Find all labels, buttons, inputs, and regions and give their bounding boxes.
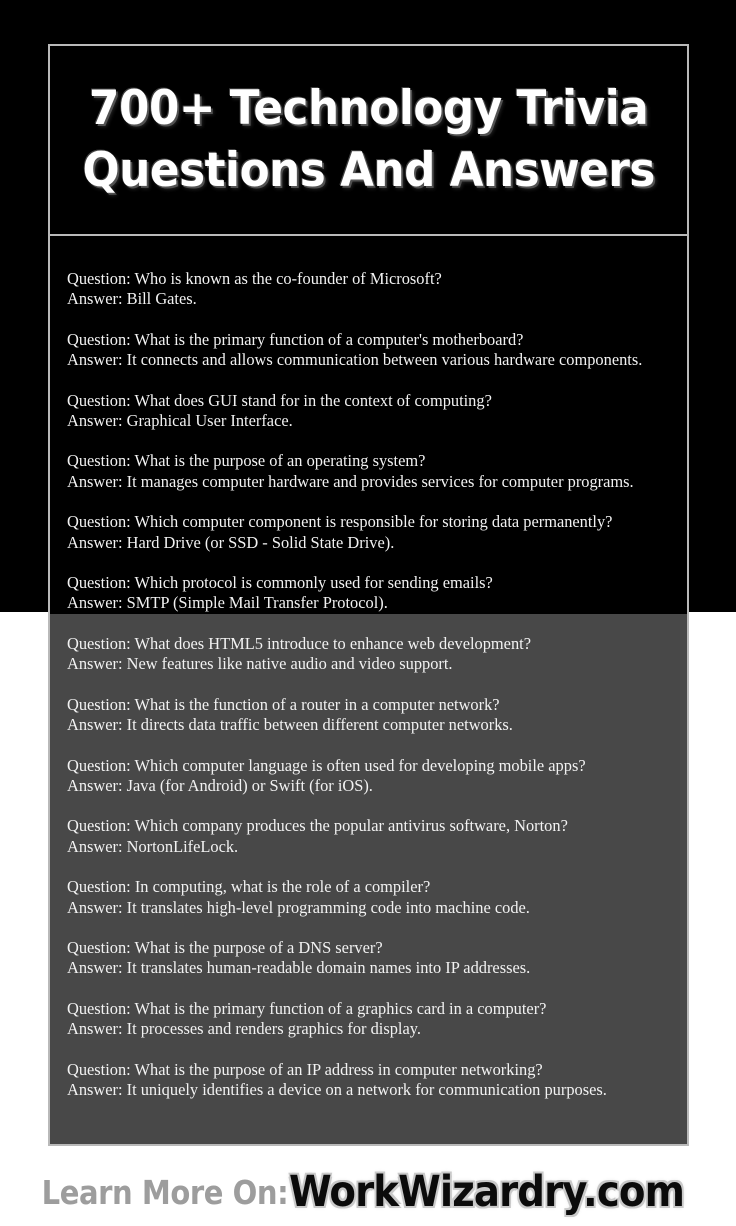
footer-lead-label: Learn More On:: [41, 1172, 289, 1212]
page-title-line-2: Questions And Answers: [82, 143, 655, 198]
qa-answer: Answer: Graphical User Interface.: [67, 411, 293, 431]
qa-answer: Answer: It connects and allows communication between various hardware components.: [67, 350, 643, 370]
footer-brand-label[interactable]: WorkWizardry.com: [289, 1167, 685, 1217]
qa-list: [50, 238, 687, 1144]
qa-question: Question: What does GUI stand for in the context of computing?: [67, 390, 492, 410]
qa-answer: Answer: It uniquely identifies a device on a network for communication purposes.: [67, 1079, 607, 1099]
qa-question: Question: In computing, what is the role of a compiler?: [67, 877, 431, 897]
qa-pair: [67, 573, 667, 614]
qa-question: Question: What is the purpose of an operating system?: [67, 451, 426, 471]
qa-pair: [67, 877, 667, 918]
qa-question: Question: What does HTML5 introduce to enhance web development?: [67, 633, 531, 653]
qa-answer: Answer: It translates human-readable domain names into IP addresses.: [67, 958, 531, 978]
qa-pair: [67, 634, 667, 675]
qa-question: Question: What is the primary function of a graphics card in a computer?: [67, 998, 547, 1018]
qa-pair: [67, 330, 667, 371]
qa-question: Question: Which protocol is commonly used for sending emails?: [67, 573, 493, 593]
qa-question: Question: Which computer component is responsible for storing data permanently?: [67, 512, 613, 532]
qa-answer: Answer: It manages computer hardware and provides services for computer programs.: [67, 471, 634, 491]
qa-answer: Answer: It processes and renders graphics for display.: [67, 1019, 421, 1039]
footer-branding: [0, 1158, 736, 1226]
qa-pair: [67, 269, 667, 310]
card-header: [50, 46, 687, 236]
qa-question: Question: What is the purpose of an IP address in computer networking?: [67, 1059, 543, 1079]
trivia-card: [48, 44, 689, 1146]
qa-pair: [67, 512, 667, 553]
qa-answer: Answer: Hard Drive (or SSD - Solid State Drive).: [67, 532, 395, 552]
qa-pair: [67, 451, 667, 492]
qa-answer: Answer: It directs data traffic between different computer networks.: [67, 715, 513, 735]
qa-answer: Answer: SMTP (Simple Mail Transfer Protocol).: [67, 593, 388, 613]
qa-question: Question: What is the primary function of a computer's motherboard?: [67, 329, 524, 349]
qa-pair: [67, 695, 667, 736]
qa-answer: Answer: Java (for Android) or Swift (for iOS).: [67, 775, 373, 795]
qa-answer: Answer: It translates high-level programming code into machine code.: [67, 897, 530, 917]
qa-question: Question: What is the function of a router in a computer network?: [67, 694, 500, 714]
qa-answer: Answer: NortonLifeLock.: [67, 836, 239, 856]
qa-question: Question: Who is known as the co-founder of Microsoft?: [67, 269, 442, 288]
qa-pair: [67, 1060, 667, 1101]
qa-pair: [67, 816, 667, 857]
qa-pair: [67, 938, 667, 979]
qa-answer: Answer: New features like native audio and video support.: [67, 654, 453, 674]
qa-pair: [67, 756, 667, 797]
qa-question: Question: Which company produces the popular antivirus software, Norton?: [67, 816, 568, 836]
qa-question: Question: What is the purpose of a DNS server?: [67, 937, 383, 957]
qa-answer: Answer: Bill Gates.: [67, 289, 197, 309]
qa-pair: [67, 391, 667, 432]
page-title-line-1: 700+ Technology Trivia: [88, 80, 649, 136]
qa-question: Question: Which computer language is often used for developing mobile apps?: [67, 755, 586, 775]
qa-pair: [67, 999, 667, 1040]
